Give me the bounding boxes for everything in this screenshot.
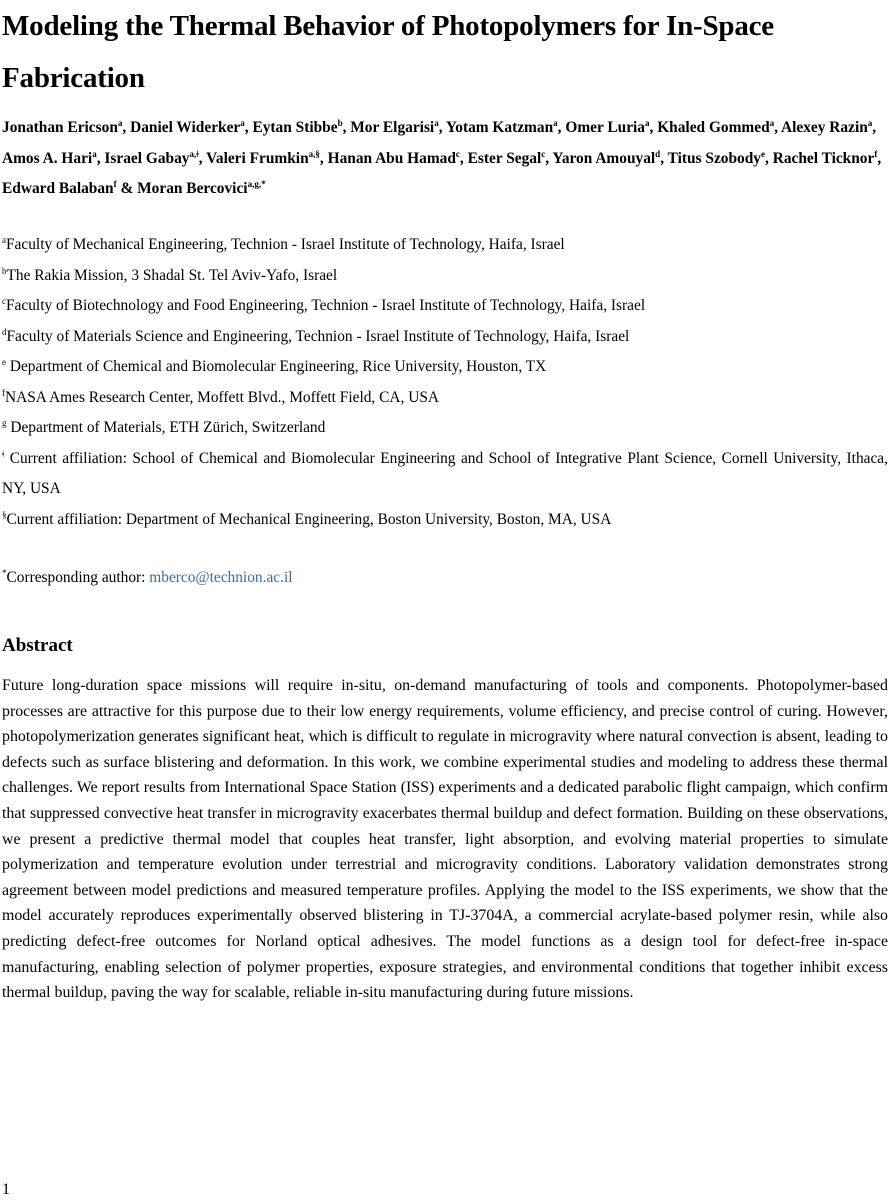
author: Omer Luria$^a$, [565, 118, 658, 136]
affiliation: $^d$Faculty of Materials Science and Engineering, Technion - Israel Institute of Technology, Haifa, Israel [2, 326, 630, 345]
corresponding-label: Corresponding author: [6, 569, 150, 586]
page-number: 1 [2, 1181, 10, 1198]
affiliation: $^g$ Department of Materials, ETH Zürich, Switzerland [2, 418, 326, 436]
author: Israel Gabay$^{a,ǂ}$, [104, 148, 207, 167]
author: Jonathan Ericson$^a$, [2, 118, 131, 136]
affiliation-list [2, 230, 888, 535]
author: Ester Segal$^c$, [467, 148, 553, 167]
abstract-body: Future long-duration space missions will require in-situ, on-demand manufacturing of tools and components. Photopolymer-based processes are attractive for this purpose due to their low energy requirements, volume efficiency, and precise control of curing. However, photopolymerization generates significant heat, which is difficult to regulate in microgravity where natural convection is absent, leading to defects such as surface blistering and deformation. In this work, we combine experimental studies and modeling to address these thermal challenges. We report results from International Space Station (ISS) experiments and a dedicated parabolic flight campaign, which confirm that suppressed convective heat transfer in microgravity exacerbates thermal buildup and defect formation. Building on these observations, we present a predictive thermal model that couples heat transfer, light absorption, and evolving material properties to simulate polymerization and temperature evolution under terrestrial and microgravity conditions. Laboratory validation demonstrates strong agreement between model predictions and measured temperature profiles. Applying the model to the ISS experiments, we show that the model accurately reproduces experimentally observed blistering in TJ-3704A, a commercial acrylate-based polymer resin, while also predicting defect-free outcomes for Norland optical adhesives. The model functions as a design tool for defect-free in-space manufacturing, enabling selection of polymer properties, exposure strategies, and environmental conditions that together inhibit excess thermal buildup, paving the way for scalable, reliable in-situ manufacturing during future missions. [2, 677, 888, 1002]
author: Valeri Frumkin$^{a,\S}$, [206, 148, 328, 167]
affiliation: §Current affiliation: Department of Mechanical Engineering, Boston University, Boston, MA, USA [2, 509, 612, 528]
affiliation: $^f$NASA Ames Research Center, Moffett Blvd., Moffett Field, CA, USA [2, 387, 439, 406]
affiliation: $^c$Faculty of Biotechnology and Food Engineering, Technion - Israel Institute of Technology, Haifa, Israel [2, 296, 646, 314]
author: Eytan Stibbe$^b$, [252, 118, 351, 136]
affiliation: $^ǂ$ Current affiliation: School of Chemical and Biomolecular Engineering and School of Integrative Plant Science, Cornell University, Ithaca, NY, USA [2, 448, 888, 497]
author: Khaled Gommed$^a$, [657, 118, 782, 136]
author: Moran Bercovici$^{a,g,*}$ [137, 179, 266, 197]
affiliation: $^a$Faculty of Mechanical Engineering, Technion - Israel Institute of Technology, Haifa, Israel [2, 235, 565, 253]
paper-title: Modeling the Thermal Behavior of Photopolymers for In-Space Fabrication [2, 10, 774, 94]
affiliation: $^e$ Department of Chemical and Biomolecular Engineering, Rice University, Houston, TX [2, 357, 547, 375]
author: Titus Szobody$^e$, [667, 148, 773, 167]
author: Yaron Amouyal$^d$, [552, 148, 668, 167]
abstract-heading: Abstract [2, 635, 73, 656]
author: Hanan Abu Hamad$^c$, [327, 148, 468, 167]
author: Amos A. Hari$^a$, [2, 148, 105, 167]
author-list [2, 113, 888, 205]
author: Rachel Ticknor$^f$, [772, 148, 882, 167]
email-link[interactable]: mberco@technion.ac.il [149, 569, 293, 586]
author: Alexey Razin$^a$, [781, 118, 877, 136]
affiliation: $^b$The Rakia Mission, 3 Shadal St. Tel Aviv-Yafo, Israel [2, 265, 338, 284]
author: Daniel Widerker$^a$, [130, 118, 253, 136]
corresponding-author: *Corresponding author: mberco@technion.ac.il [2, 568, 293, 586]
author: Yotam Katzman$^a$, [445, 118, 566, 136]
author: Mor Elgarisi$^a$, [350, 118, 446, 136]
author: Edward Balaban$^f$ & [2, 179, 138, 197]
